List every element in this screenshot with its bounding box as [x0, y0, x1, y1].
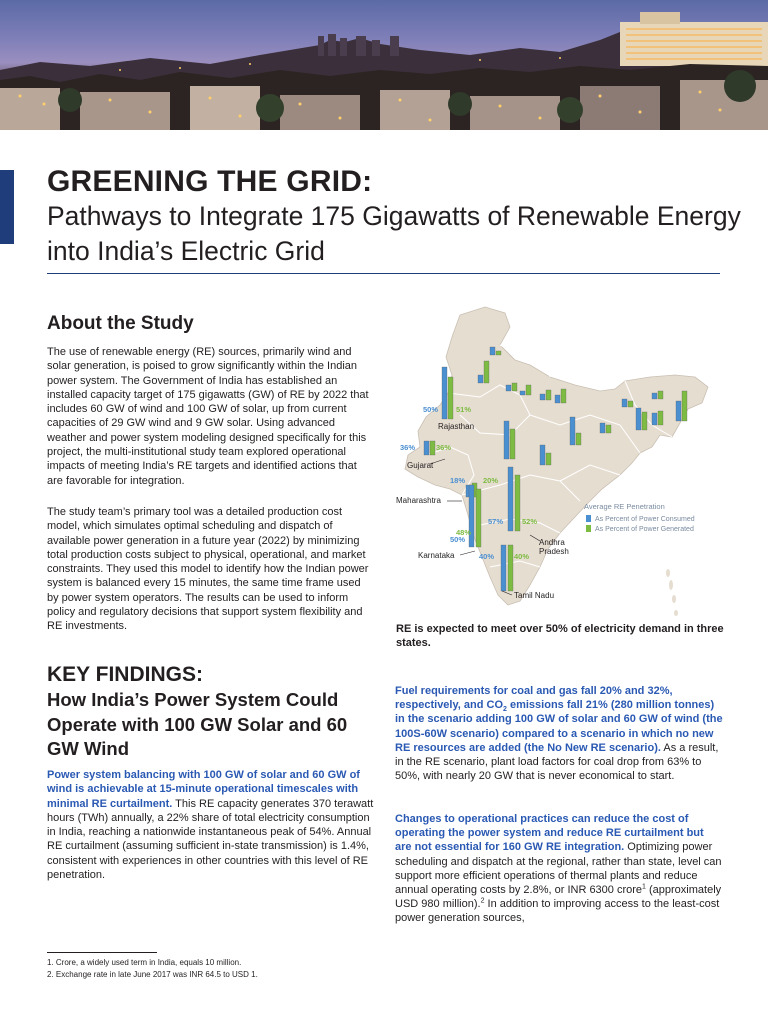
kar-consumed-label: 50% — [450, 535, 466, 544]
map-caption: RE is expected to meet over 50% of electricity demand in three states. — [396, 623, 724, 649]
consumed-bar-40 — [652, 393, 657, 399]
label-maharashtra: Maharashtra — [396, 496, 441, 505]
footnote-2: 2. Exchange rate in late June 2017 was INR 64.5 to USD 1. — [47, 970, 258, 979]
finding-3-text-b: (approximately USD 980 million). — [395, 884, 722, 911]
consumed-bar-2 — [424, 441, 429, 455]
generated-bar-37 — [682, 391, 687, 421]
label-andhra: Andhra — [539, 538, 565, 547]
generated-bar-13 — [484, 361, 489, 383]
title-divider — [47, 273, 720, 274]
tn-generated-label: 40% — [514, 552, 530, 561]
generated-bar-7 — [476, 489, 481, 547]
islands — [666, 569, 678, 616]
generated-bar-15 — [496, 351, 501, 355]
label-karnataka: Karnataka — [418, 551, 455, 560]
ap-consumed-label: 57% — [488, 517, 504, 526]
consumed-bar-8 — [508, 467, 513, 531]
page-subtitle: Pathways to Integrate 175 Gigawatts of Renewable Energy into India’s Electric Grid — [47, 201, 741, 266]
consumed-bar-14 — [490, 347, 495, 355]
mah-generated-label: 20% — [483, 476, 499, 485]
raj-generated-label: 51% — [456, 405, 472, 414]
consumed-bar-20 — [540, 394, 545, 400]
consumed-bar-22 — [555, 395, 560, 403]
footnote-divider — [47, 952, 157, 953]
label-pradesh: Pradesh — [539, 547, 569, 556]
footnote-ref-1: 1 — [642, 883, 646, 891]
consumed-bar-6 — [469, 485, 474, 547]
label-rajasthan: Rajasthan — [438, 422, 475, 431]
india-landmass — [405, 307, 708, 605]
generated-bar-21 — [546, 390, 551, 400]
generated-bar-25 — [510, 429, 515, 459]
generated-bar-29 — [576, 433, 581, 445]
india-re-map — [390, 305, 725, 625]
accent-bar — [0, 170, 14, 244]
generated-bar-35 — [658, 411, 663, 425]
consumed-bar-10 — [501, 545, 506, 591]
co2-subscript: 2 — [503, 706, 507, 714]
consumed-bar-16 — [506, 385, 511, 391]
generated-bar-31 — [606, 425, 611, 433]
consumed-bar-28 — [570, 417, 575, 445]
key-findings-paragraph-1 — [47, 768, 375, 882]
finding-2-highlight-a: Fuel requirements for coal and gas fall 20% and 32%, respectively, and CO — [395, 685, 673, 712]
finding-3-paragraph — [395, 812, 723, 926]
consumed-bar-32 — [636, 408, 641, 430]
ap-generated-label: 52% — [522, 517, 538, 526]
generated-bar-1 — [448, 377, 453, 419]
header-city-photo — [0, 0, 768, 130]
consumed-bar-38 — [622, 399, 627, 407]
generated-bar-17 — [512, 383, 517, 391]
consumed-bar-30 — [600, 423, 605, 433]
finding-2-paragraph — [395, 684, 723, 783]
legend-generated-label: As Percent of Power Generated — [595, 526, 694, 533]
footnote-ref-2: 2 — [480, 897, 485, 905]
generated-bar-11 — [508, 545, 513, 591]
key-findings-subheading: How India’s Power System Could Operate with 100 GW Solar and 60 GW Wind — [47, 689, 348, 759]
guj-generated-label: 36% — [436, 443, 452, 452]
generated-bar-3 — [430, 441, 435, 455]
consumed-bar-0 — [442, 367, 447, 419]
consumed-bar-34 — [652, 413, 657, 425]
india-map-svg — [390, 305, 725, 625]
map-legend — [584, 502, 695, 533]
raj-consumed-label: 50% — [423, 405, 439, 414]
generated-bar-33 — [642, 412, 647, 430]
key-findings-heading: KEY FINDINGS: — [47, 663, 203, 686]
consumed-bar-18 — [520, 391, 525, 395]
finding-3-text-c: In addition to improving access to the least-cost power generation sources, — [395, 898, 720, 925]
consumed-bar-36 — [676, 401, 681, 421]
generated-bar-19 — [526, 385, 531, 395]
finding-3-highlight: Changes to operational practices can reduce the cost of operating the power system and reduce RE curtailment but are not essential for 160 GW RE integration. — [395, 813, 704, 854]
about-paragraph-1: The use of renewable energy (RE) sources, primarily wind and solar generation, is poised to grow significantly within the Indian power system. The Government of India has established an installed capacity target of 175 gigawatts (GW) of RE by 2022 that includes 60 GW of wind and 100 GW of solar, up from current capacities of 29 GW wind and 9 GW solar. Using advanced weather and power system modeling designed specifically for this project, the multi-institutional study team explored operational impacts of meeting India’s RE targets and identified actions that are favorable for integration. — [47, 346, 369, 487]
finding-3-text-a: Optimizing power scheduling and dispatch at the regional, rather than state, level can support more efficient operations of thermal plants and reduce annual operating costs by 2.8%, or INR 6300 crore — [395, 841, 722, 897]
legend-consumed-label: As Percent of Power Consumed — [595, 516, 695, 523]
about-heading: About the Study — [47, 313, 194, 334]
generated-bar-41 — [658, 391, 663, 399]
generated-bar-23 — [561, 389, 566, 403]
tn-consumed-label: 40% — [479, 552, 495, 561]
generated-bar-9 — [515, 475, 520, 531]
footnote-1: 1. Crore, a widely used term in India, equals 10 million. — [47, 958, 242, 967]
finding-2-highlight-b: emissions fall 21% (280 million tonnes) in the scenario adding 100 GW of solar and 60 GW of wind (the 100S-60W scenario) compared to a scenario in which no new RE resources are added (the No New RE scenario). — [395, 699, 723, 754]
generated-bar-27 — [546, 453, 551, 465]
consumed-bar-24 — [504, 421, 509, 459]
about-paragraph-2: The study team’s primary tool was a detailed production cost model, which simulates optimal scheduling and dispatch of available power generation in a future year (2022) by minimizing total production costs subject to physical, operational, and market constraints. They used this model to identify how the Indian power system is balanced every 15 minutes, the same time frame used by power system operators. The results can be used to inform policy and regulatory decisions that support system flexibility and RE investments. — [47, 506, 369, 633]
label-gujarat: Gujarat — [407, 461, 434, 470]
label-tamil-nadu: Tamil Nadu — [514, 591, 555, 600]
consumed-bar-12 — [478, 375, 483, 383]
kar-generated-label: 48% — [456, 528, 472, 537]
guj-consumed-label: 36% — [400, 443, 416, 452]
city-skyline-illustration — [0, 0, 768, 130]
legend-consumed-swatch — [586, 515, 591, 522]
legend-title: Average RE Penetration — [584, 502, 665, 511]
mah-consumed-label: 18% — [450, 476, 466, 485]
generated-bar-39 — [628, 401, 633, 407]
finding-2-text: As a result, in the RE scenario, plant load factors for coal drop from 63% to 50%, with nearly 20 GW that is never economical to start. — [395, 741, 719, 783]
legend-generated-swatch — [586, 525, 591, 532]
page-title: GREENING THE GRID: — [47, 165, 373, 198]
consumed-bar-26 — [540, 445, 545, 465]
finding-1-text: This RE capacity generates 370 terawatt hours (TWh) annually, a 22% share of total electricity consumption in India, reaching a nationwide instantaneous peak of 54%. Annual RE curtailment (assuming sufficient in-state transmission) is 1.4%, consistent with experiences in other countries with this level of RE penetration. — [47, 797, 374, 882]
finding-1-highlight: Power system balancing with 100 GW of solar and 60 GW of wind is achievable at 15-minute operational timescales with minimal RE curtailment. — [47, 769, 360, 810]
